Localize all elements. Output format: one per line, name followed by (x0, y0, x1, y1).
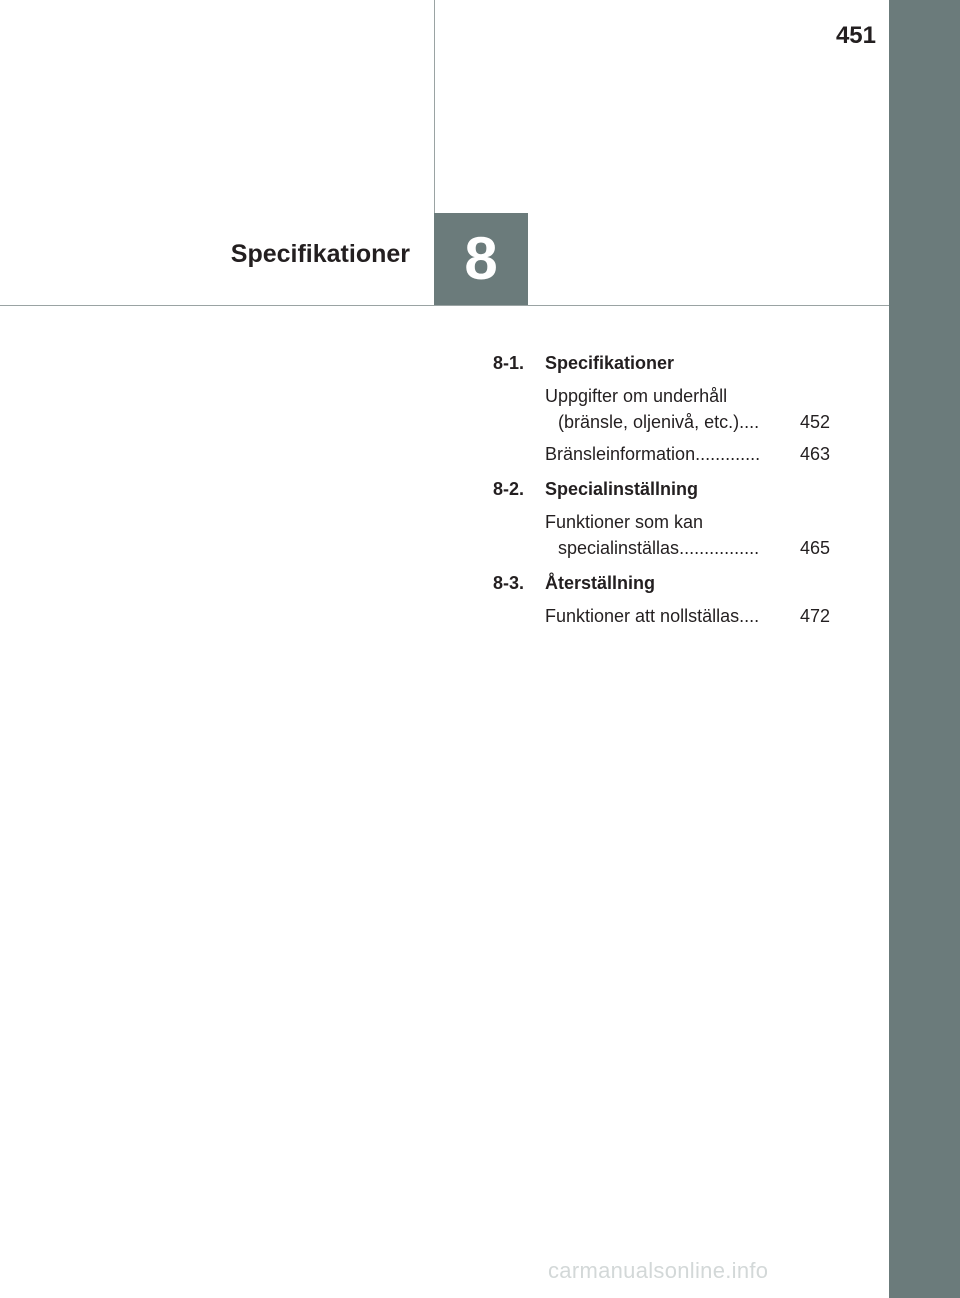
entry-page: 472 (799, 606, 830, 626)
toc-entry-funktioner-att-nollstallas[interactable] (493, 603, 830, 629)
chapter-number: 8 (464, 225, 498, 292)
entry-line: Uppgifter om underhåll (545, 386, 728, 406)
section-title: Återställning (545, 572, 656, 593)
section-number: 8-2. (493, 478, 525, 499)
section-title: Specifikationer (545, 352, 675, 373)
entry-page: 463 (799, 444, 830, 464)
chapter-title: Specifikationer (230, 240, 410, 268)
page-number: 451 (835, 22, 876, 49)
section-title: Specialinställning (545, 478, 699, 499)
entry-line: Funktioner att nollställas (545, 606, 740, 626)
leader-dots: ............. (695, 444, 761, 464)
horizontal-rule (0, 305, 889, 306)
section-number: 8-3. (493, 572, 525, 593)
watermark: carmanualsonline.info (548, 1258, 769, 1283)
toc-section-8-1[interactable] (493, 349, 830, 377)
leader-dots: ................ (679, 538, 760, 558)
vertical-rule (434, 0, 435, 213)
toc-section-8-2[interactable] (493, 475, 830, 503)
entry-line: Funktioner som kan (545, 512, 704, 532)
chapter-number-box (434, 213, 528, 305)
toc-entry-uppgifter[interactable] (493, 383, 830, 435)
leader-dots: .... (739, 606, 760, 626)
entry-line: Bränsleinformation (545, 444, 696, 464)
section-number: 8-1. (493, 352, 525, 373)
leader-dots: .... (739, 412, 760, 432)
toc-entry-bransleinformation[interactable] (493, 441, 830, 467)
toc-entry-funktioner-som-kan[interactable] (493, 509, 830, 561)
entry-page: 452 (799, 412, 830, 432)
entry-line: (bränsle, oljenivå, etc.) (558, 412, 740, 432)
table-of-contents (493, 349, 830, 629)
side-thumb-tab (889, 0, 960, 1298)
toc-section-8-3[interactable] (493, 569, 830, 597)
entry-page: 465 (799, 538, 830, 558)
entry-line: specialinställas (558, 538, 680, 558)
